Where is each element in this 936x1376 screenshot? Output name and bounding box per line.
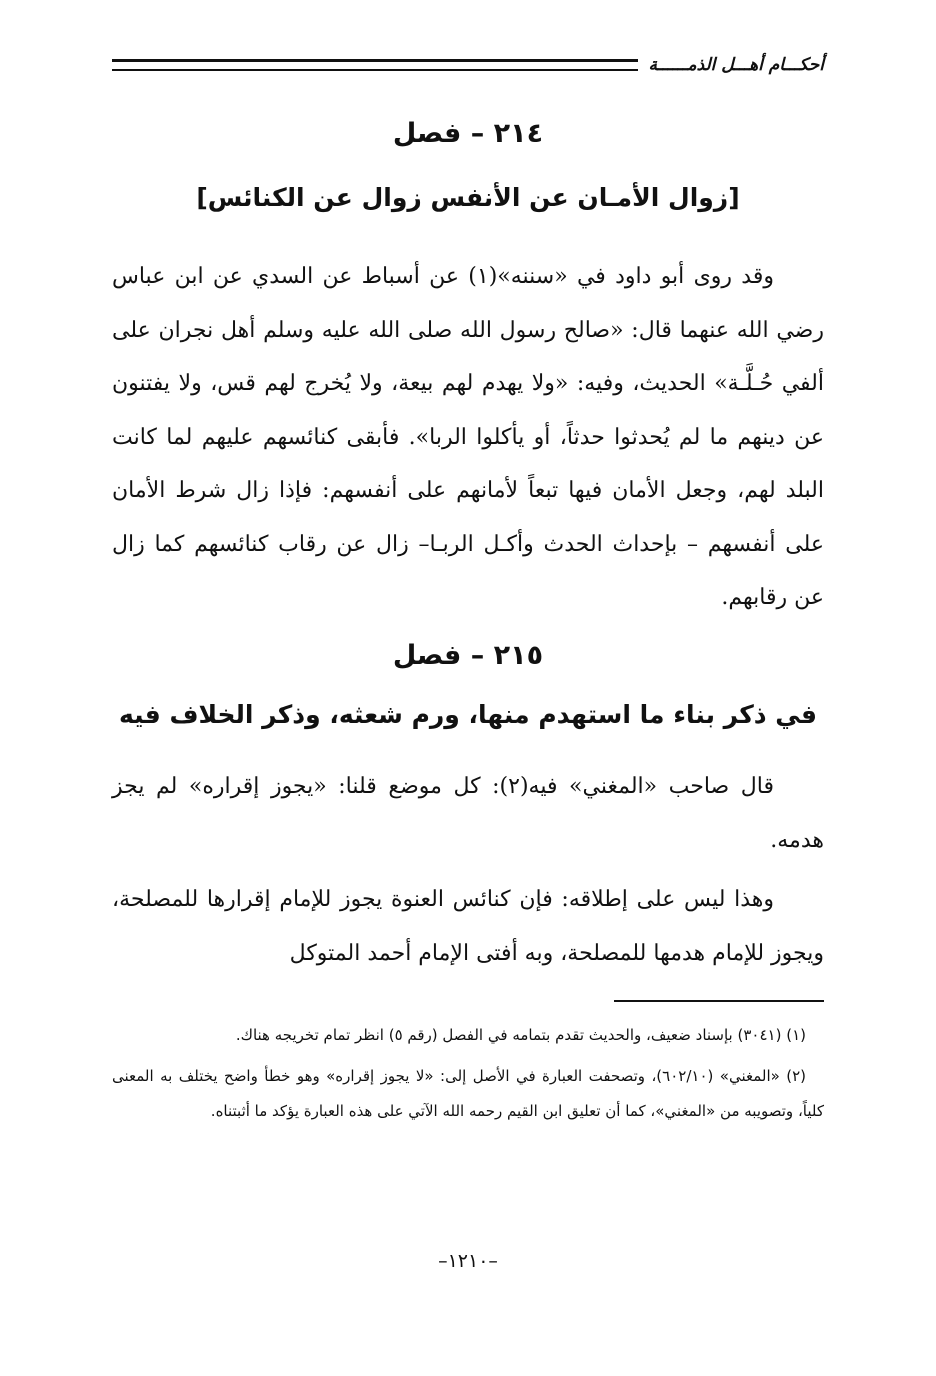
footnote-separator <box>614 1000 824 1002</box>
header-double-rule <box>112 59 638 71</box>
footnote-2: (٢) «المغني» (٦٠٢/١٠)، وتصحفت العبارة في الأصل إلى: «لا يجوز إقراره» وهو خطأ واضح يختلف به المعنى كلياً، وتصويبه من «المغني»، كما أن تعليق ابن القيم رحمه الله الآتي على هذه العبارة يؤكد ما أثبتناه. <box>112 1067 824 1120</box>
section-215-paragraph-2: وهذا ليس على إطلاقه: فإن كنائس العنوة يجوز للإمام إقرارها للمصلحة، ويجوز للإمام هدمها للمصلحة، وبه أفتى الإمام أحمد المتوكل <box>112 887 824 966</box>
section-215-title: في ذكر بناء ما استهدم منها، ورم شعثه، وذكر الخلاف فيه <box>119 700 817 729</box>
section-214-paragraph: وقد روى أبو داود في «سننه»(١) عن أسباط عن السدي عن ابن عباس رضي الله عنهما قال: «صالح رسول الله صلى الله عليه وسلم أهل نجران على ألفي حُـلَّـة» الحديث، وفيه: «ولا يهدم لهم بيعة، ولا يُخرج لهم قس، ولا يفتنون عن دينهم ما لم يُحدثوا حدثاً، أو يأكلوا الربا». فأبقى كنائسهم عليهم لما كانت البلد لهم، وجعل الأمان فيها تبعاً لأمانهم على أنفسهم: فإذا زال شرط الأمان على أنفسهم – بإحداث الحدث وأكـل الربـا– زال عن رقاب كنائسهم كما زال عن رقابهم. <box>112 264 824 610</box>
section-214-body <box>112 250 824 625</box>
running-header-title: أحكـــام أهـــل الذمــــــة <box>648 55 824 75</box>
running-header <box>112 50 824 80</box>
section-214-title: [زوال الأمـان عن الأنفس زوال عن الكنائس] <box>196 183 740 212</box>
section-215-paragraph-1: قال صاحب «المغني» فيه(٢): كل موضع قلنا: «يجوز إقراره» لم يجز هدمه. <box>112 774 824 853</box>
section-214-number: ٢١٤ – فصل <box>392 118 544 149</box>
footnotes <box>112 1018 824 1135</box>
page-number: –١٢١٠– <box>438 1250 498 1272</box>
section-215-number: ٢١٥ – فصل <box>392 640 544 671</box>
footnote-1: (١) (٣٠٤١) بإسناد ضعيف، والحديث تقدم بتمامه في الفصل (رقم ٥) انظر تمام تخريجه هناك. <box>235 1026 806 1044</box>
section-215-body <box>112 760 824 980</box>
